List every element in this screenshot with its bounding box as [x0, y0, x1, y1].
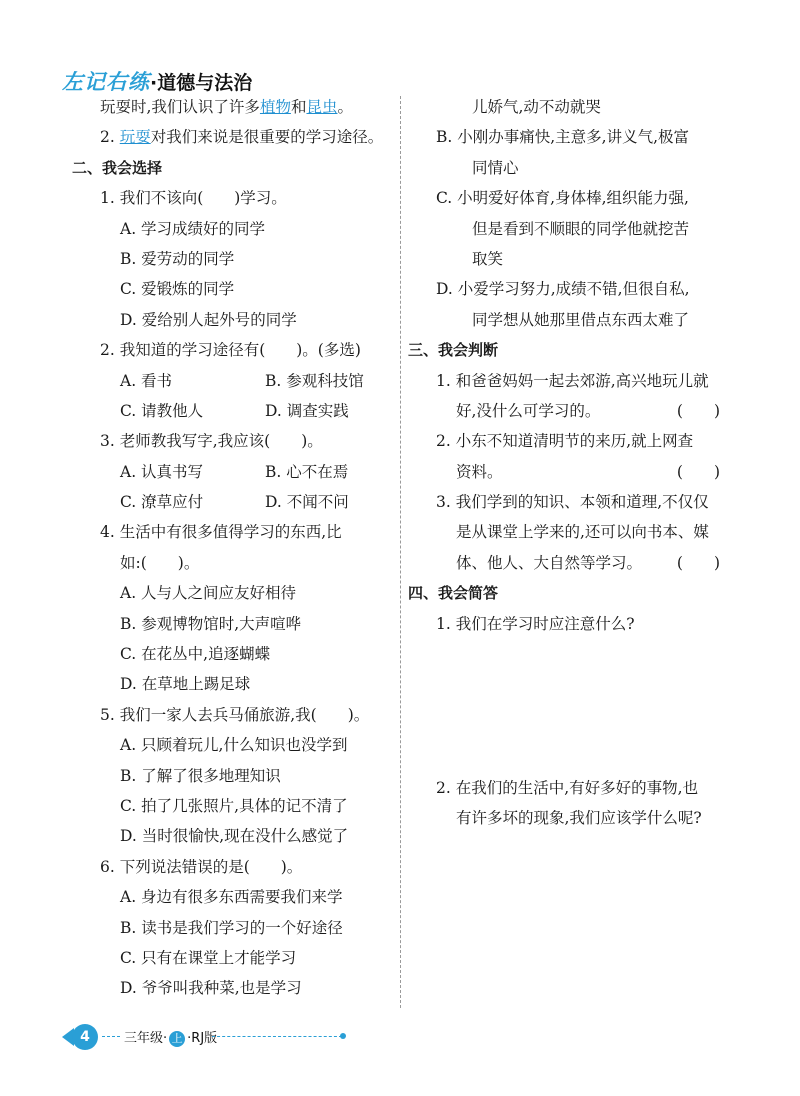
- option-a-continued: 儿娇气,动不动就哭: [472, 98, 601, 116]
- question-3: 3. 老师教我写字,我应该( )。: [100, 432, 323, 451]
- grade-label: 三年级· 上 ·RJ版: [124, 1031, 218, 1046]
- judge-2-line-1: 2. 小东不知道清明节的来历,就上网查: [436, 432, 694, 451]
- question-4-option-b: B. 参观博物馆时,大声喧哗: [120, 614, 302, 633]
- option-b-line-2: 同情心: [472, 158, 519, 177]
- judge-2-line-2: 资料。 ( ): [456, 457, 728, 487]
- question-2-options-cd: C. 请教他人 D. 调查实践: [120, 401, 349, 420]
- answer-bracket: ( ): [676, 401, 720, 420]
- page-footer: [62, 1022, 302, 1052]
- footer-dot: [340, 1033, 346, 1039]
- option-c-line-2: 但是看到不顺眼的同学他就挖苦: [472, 219, 690, 238]
- judge-3-line-2: 是从课堂上学来的,还可以向书本、媒: [456, 523, 709, 542]
- brand-title: 左记右练: [62, 70, 150, 94]
- option-c-line-3: 取笑: [472, 249, 504, 268]
- question-5-option-b: B. 了解了很多地理知识: [120, 766, 281, 785]
- section-judge-heading: 三、我会判断: [408, 341, 499, 360]
- question-4-option-c: C. 在花丛中,追逐蝴蝶: [120, 645, 271, 664]
- question-4-option-d: D. 在草地上踢足球: [120, 675, 251, 694]
- question-6: 6. 下列说法错误的是( )。: [100, 857, 303, 876]
- question-2: 2. 我知道的学习途径有( )。(多选): [100, 341, 361, 360]
- question-5-option-a: A. 只顾着玩儿,什么知识也没学到: [120, 736, 348, 755]
- answer-plants: 植物: [259, 98, 291, 116]
- short-answer-1: 1. 我们在学习时应注意什么?: [436, 614, 635, 633]
- left-column: [72, 92, 392, 1004]
- short-answer-2-line-1: 2. 在我们的生活中,有好多好的事物,也: [436, 779, 699, 798]
- judge-3-line-1: 3. 我们学到的知识、本领和道理,不仅仅: [436, 493, 709, 512]
- judge-3-line-3: 体、他人、大自然等学习。 ( ): [456, 548, 728, 578]
- question-1-option-c: C. 爱锻炼的同学: [120, 280, 235, 299]
- question-4-line-1: 4. 生活中有很多值得学习的东西,比: [100, 523, 342, 542]
- question-6-option-b: B. 读书是我们学习的一个好途径: [120, 918, 343, 937]
- question-3-options-cd: C. 潦草应付 D. 不闻不问: [120, 493, 349, 512]
- question-1-option-a: A. 学习成绩好的同学: [120, 219, 266, 238]
- page-number: 4: [72, 1024, 98, 1050]
- judge-1-line-2: 好,没什么可学习的。 ( ): [456, 396, 728, 426]
- question-5-option-d: D. 当时很愉快,现在没什么感觉了: [120, 827, 349, 846]
- volume-badge: 上: [169, 1031, 185, 1047]
- question-4-option-a: A. 人与人之间应友好相待: [120, 584, 297, 603]
- question-4-line-2: 如:( )。: [120, 553, 200, 572]
- column-divider: [400, 96, 401, 1008]
- question-6-option-d: D. 爷爷叫我种菜,也是学习: [120, 979, 302, 998]
- question-1-option-d: D. 爱给别人起外号的同学: [120, 310, 297, 329]
- subject-title: ·道德与法治: [150, 72, 253, 94]
- answer-bracket: ( ): [676, 553, 720, 572]
- question-6-option-c: C. 只有在课堂上才能学习: [120, 948, 297, 967]
- question-6-option-a: A. 身边有很多东西需要我们来学: [120, 888, 343, 907]
- fill-line-1: 玩耍时,我们认识了许多植物和昆虫。: [100, 98, 353, 116]
- question-3-options-ab: A. 认真书写 B. 心不在焉: [120, 462, 349, 481]
- section-answer-heading: 四、我会简答: [408, 584, 499, 603]
- answer-insects: 昆虫: [306, 98, 338, 116]
- answer-space-1: [416, 639, 728, 773]
- question-1: 1. 我们不该向( )学习。: [100, 189, 287, 208]
- fill-line-2: 2. 玩耍对我们来说是很重要的学习途径。: [100, 128, 384, 147]
- judge-1-line-1: 1. 和爸爸妈妈一起去郊游,高兴地玩儿就: [436, 371, 709, 390]
- option-b-line-1: B. 小刚办事痛快,主意多,讲义气,极富: [436, 128, 690, 147]
- option-c-line-1: C. 小明爱好体育,身体棒,组织能力强,: [436, 189, 689, 208]
- section-choice-heading: 二、我会选择: [72, 158, 163, 177]
- option-d-line-2: 同学想从她那里借点东西太难了: [472, 310, 690, 329]
- short-answer-2-line-2: 有许多坏的现象,我们应该学什么呢?: [456, 809, 702, 828]
- question-5: 5. 我们一家人去兵马俑旅游,我( )。: [100, 705, 370, 724]
- question-5-option-c: C. 拍了几张照片,具体的记不清了: [120, 796, 348, 815]
- answer-play: 玩耍: [119, 128, 151, 147]
- answer-bracket: ( ): [676, 462, 720, 481]
- option-d-line-1: D. 小爱学习努力,成绩不错,但很自私,: [436, 280, 690, 299]
- footer-dash-left: [102, 1036, 120, 1037]
- right-column: [408, 92, 728, 834]
- footer-dash-right: [212, 1036, 342, 1037]
- question-1-option-b: B. 爱劳动的同学: [120, 249, 235, 268]
- question-2-options-ab: A. 看书 B. 参观科技馆: [120, 371, 364, 390]
